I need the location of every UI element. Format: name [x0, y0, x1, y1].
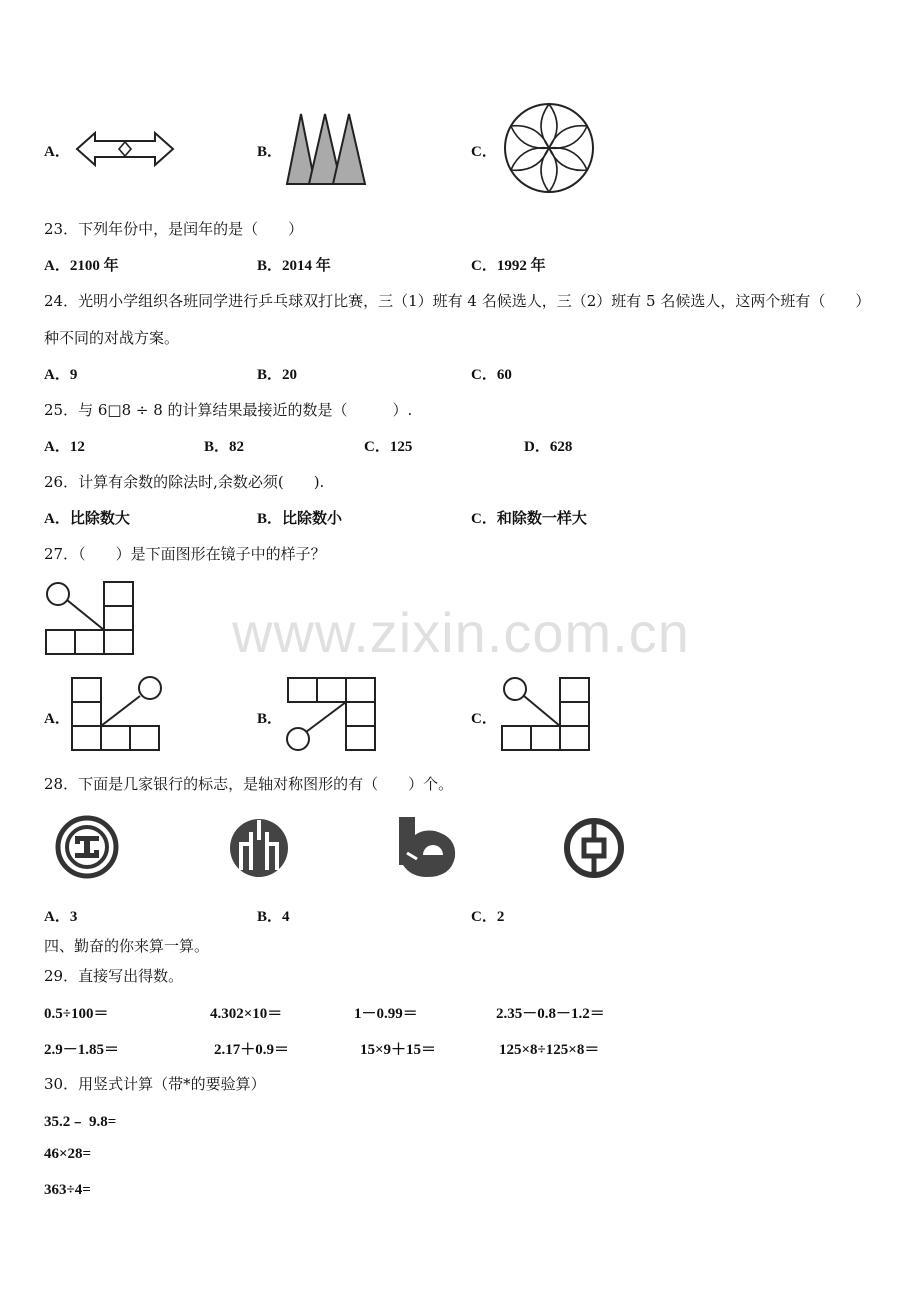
q26-option-a: A．比除数大 [44, 511, 130, 527]
mirror-option-c-figure [500, 676, 594, 752]
flower-circle-figure [502, 101, 596, 195]
q28-option-b: B．4 [257, 909, 290, 925]
mirror-option-b-figure [284, 676, 380, 752]
q29-row2-item3: 15×9＋15＝ [360, 1042, 437, 1058]
q28-stem: 28．下面是几家银行的标志，是轴对称图形的有（ ）个。 [44, 775, 454, 793]
q23-option-b: B．2014 年 [257, 258, 331, 274]
q23-option-a: A．2100 年 [44, 258, 119, 274]
q22-option-b-label: B． [257, 144, 283, 160]
q24-option-c: C．60 [471, 367, 512, 383]
q23-option-c: C．1992 年 [471, 258, 546, 274]
q27-option-b-label: B． [257, 711, 283, 727]
q29-row2-item2: 2.17＋0.9＝ [214, 1042, 290, 1058]
q29-row2-item1: 2.9－1.85＝ [44, 1042, 120, 1058]
q24-option-b: B．20 [257, 367, 298, 383]
q30-stem: 30．用竖式计算（带*的要验算） [44, 1075, 266, 1093]
bank-logo-boc-icon [563, 817, 625, 879]
q24-option-a: A．9 [44, 367, 78, 383]
mirror-option-a-figure [70, 676, 166, 752]
q24-stem-line1: 24．光明小学组织各班同学进行乒乓球双打比赛，三（1）班有 4 名候选人，三（2）班有 5 名候选人，这两个班有（ ） [44, 292, 871, 310]
bank-logo-icbc-icon [55, 815, 119, 879]
q25-option-b: B．82 [204, 439, 245, 455]
q23-stem: 23．下列年份中，是闰年的是（ ） [44, 220, 304, 238]
bank-logo-citic-icon [228, 817, 290, 879]
double-arrow-figure [75, 130, 175, 168]
q26-option-c: C．和除数一样大 [471, 511, 587, 527]
q30-item1: 35.2﹣ 9.8= [44, 1114, 117, 1130]
q27-option-c-label: C． [471, 711, 497, 727]
triangles-figure [285, 110, 367, 186]
q30-item3: 363÷4= [44, 1182, 91, 1198]
q30-item2: 46×28= [44, 1146, 92, 1162]
q29-row1-item1: 0.5÷100＝ [44, 1006, 109, 1022]
q22-option-c-label: C． [471, 144, 497, 160]
q22-option-a-label: A． [44, 144, 70, 160]
q27-option-a-label: A． [44, 711, 70, 727]
q29-row1-item2: 4.302×10＝ [210, 1006, 283, 1022]
q29-row1-item4: 2.35－0.8－1.2＝ [496, 1006, 605, 1022]
q25-option-a: A．12 [44, 439, 85, 455]
q26-stem: 26．计算有余数的除法时,余数必须( ). [44, 473, 325, 491]
section-4-title: 四、勤奋的你来算一算。 [44, 937, 210, 955]
q28-option-a: A．3 [44, 909, 78, 925]
watermark: www.zixin.com.cn [232, 601, 690, 664]
q25-option-d: D．628 [524, 439, 573, 455]
q29-row2-item4: 125×8÷125×8＝ [499, 1042, 600, 1058]
q29-row1-item3: 1－0.99＝ [354, 1006, 418, 1022]
q25-option-c: C．125 [364, 439, 413, 455]
q28-option-c: C．2 [471, 909, 505, 925]
q29-stem: 29．直接写出得数。 [44, 967, 184, 985]
mirror-original-figure [44, 580, 138, 656]
bank-logo-bocom-icon [393, 815, 459, 879]
q25-stem: 25．与 6□8 ÷ 8 的计算结果最接近的数是（ ）. [44, 401, 413, 419]
q27-stem: 27．（ ）是下面图形在镜子中的样子？ [44, 545, 326, 563]
q24-stem-line2: 种不同的对战方案。 [44, 329, 180, 347]
q26-option-b: B．比除数小 [257, 511, 343, 527]
